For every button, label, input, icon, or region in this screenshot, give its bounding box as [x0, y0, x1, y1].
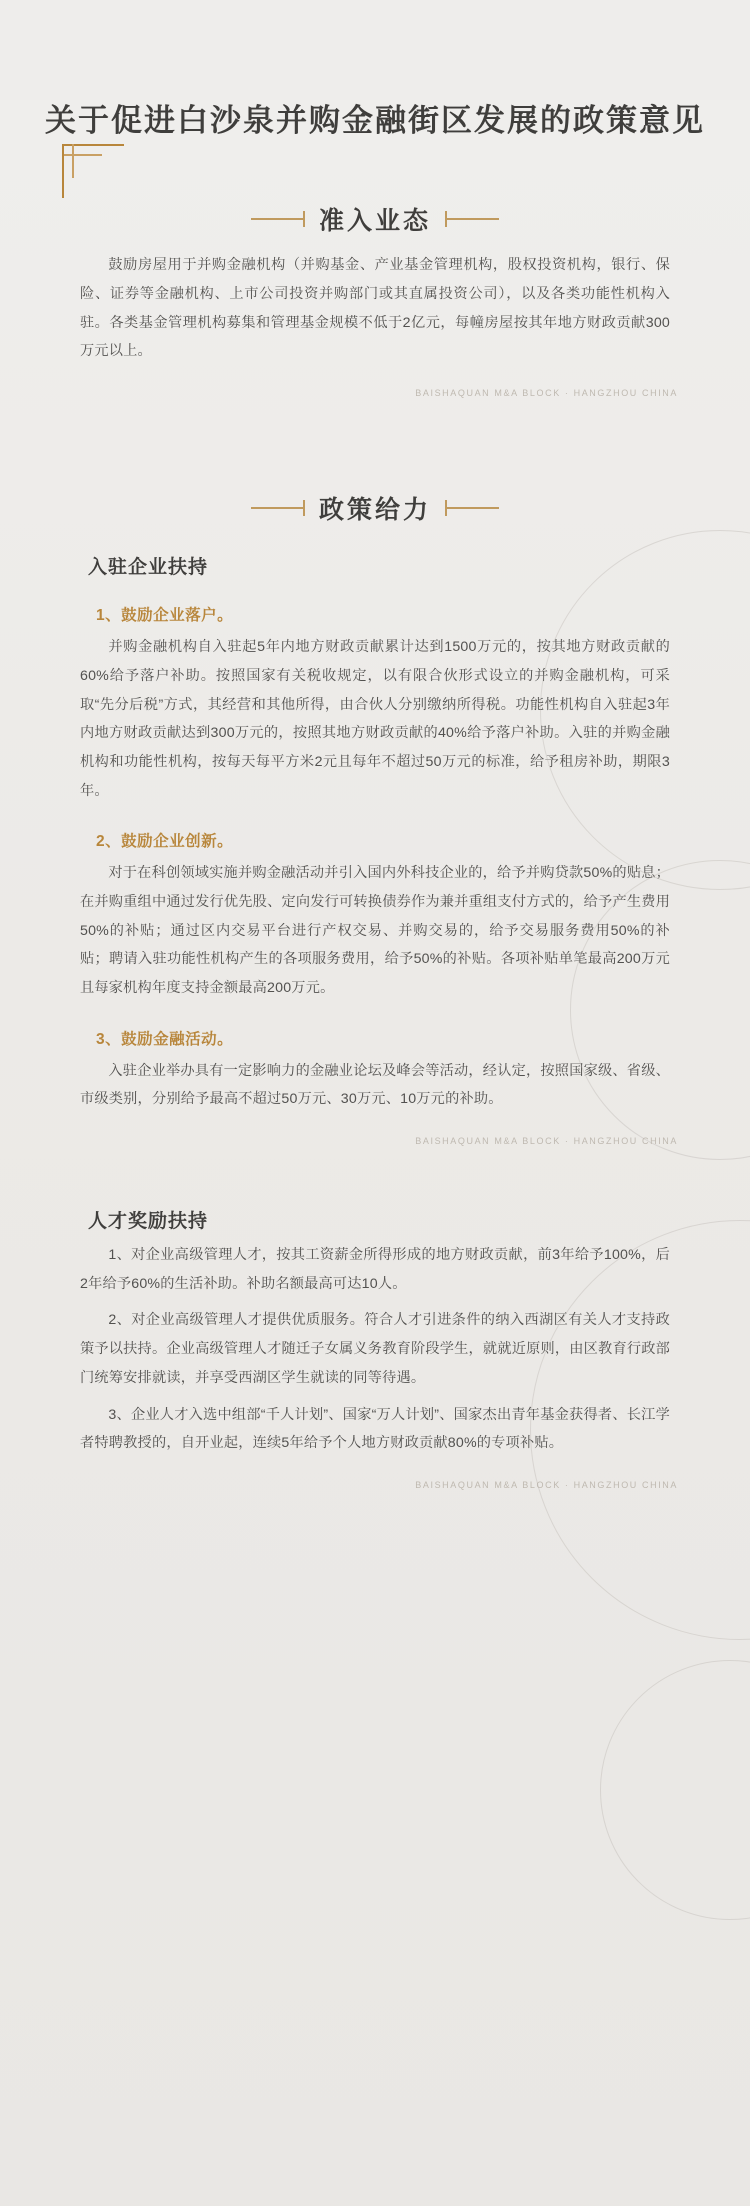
- item-title-3: 3、鼓励金融活动。: [96, 1030, 234, 1048]
- paragraph: 鼓励房屋用于并购金融机构（并购基金、产业基金管理机构，股权投资机构，银行、保险、证券等金融机构、上市公司投资并购部门或其直属投资公司），以及各类功能性机构入驻。各类基金管理机构募集和管理基金规模不低于2亿元，每幢房屋按其年地方财政贡献300万元以上。: [80, 257, 670, 360]
- decorative-circle: [600, 1660, 750, 1920]
- subsection-title-enterprise-support: 入驻企业扶持: [88, 556, 209, 579]
- section-title: 政策给力: [318, 495, 431, 525]
- item-title-2: 2、鼓励企业创新。: [96, 833, 234, 851]
- paragraph: 入驻企业举办具有一定影响力的金融业论坛及峰会等活动，经认定，按照国家级、省级、市级类别，分别给予最高不超过50万元、30万元、10万元的补助。: [80, 1062, 670, 1108]
- document-page: [0, 100, 750, 2206]
- page-title: 关于促进白沙泉并购金融街区发展的政策意见: [45, 103, 705, 139]
- section-title: 准入业态: [318, 206, 431, 236]
- rule-left-icon: [251, 218, 305, 220]
- section-heading-policy-support: [0, 490, 750, 526]
- item-title-1: 1、鼓励企业落户。: [96, 607, 234, 625]
- watermark: BAISHAQUAN M&A BLOCK · HANGZHOU CHINA: [415, 1479, 678, 1490]
- paragraph: 1、对企业高级管理人才，按其工资薪金所得形成的地方财政贡献，前3年给予100%，后2年给予60%的生活补助。补助名额最高可达10人。: [80, 1247, 670, 1292]
- rule-right-icon: [445, 507, 499, 509]
- paragraph: 并购金融机构自入驻起5年内地方财政贡献累计达到1500万元的，按其地方财政贡献的60%给予落户补助。按照国家有关税收规定，以有限合伙形式设立的并购金融机构，可采取“先分后税”方式，其经营和其他所得，由合伙人分别缴纳所得税。功能性机构自入驻起3年内地方财政贡献达到300万元的，按照其地方财政贡献的40%给予落户补助。入驻的并购金融机构和功能性机构，按每天每平方米2元且每年不超过50万元的标准，给予租房补助，期限3年。: [80, 639, 670, 799]
- subsection-title-talent-incentive: 人才奖励扶持: [88, 1210, 209, 1233]
- paragraph: 对于在科创领域实施并购金融活动并引入国内外科技企业的，给予并购贷款50%的贴息；在并购重组中通过发行优先股、定向发行可转换债券作为兼并重组支付方式的，给予产生费用50%的补贴；通过区内交易平台进行产权交易、并购交易的，给予交易服务费用50%的补贴；聘请入驻功能性机构产生的各项服务费用，给予50%的补贴。各项补贴单笔最高200万元且每家机构年度支持金额最高200万元。: [80, 865, 670, 997]
- rule-left-icon: [251, 507, 305, 509]
- paragraph: 2、对企业高级管理人才提供优质服务。符合人才引进条件的纳入西湖区有关人才支持政策予以扶持。企业高级管理人才随迁子女属义务教育阶段学生，就就近原则，由区教育行政部门统筹安排就读，并享受西湖区学生就读的同等待遇。: [80, 1312, 670, 1386]
- watermark: BAISHAQUAN M&A BLOCK · HANGZHOU CHINA: [415, 388, 678, 399]
- watermark: BAISHAQUAN M&A BLOCK · HANGZHOU CHINA: [415, 1136, 678, 1147]
- rule-right-icon: [445, 218, 499, 220]
- corner-ornament-icon: [62, 144, 132, 214]
- paragraph: 3、企业人才入选中组部“千人计划”、国家“万人计划”、国家杰出青年基金获得者、长江学者特聘教授的，自开业起，连续5年给予个人地方财政贡献80%的专项补贴。: [80, 1406, 670, 1452]
